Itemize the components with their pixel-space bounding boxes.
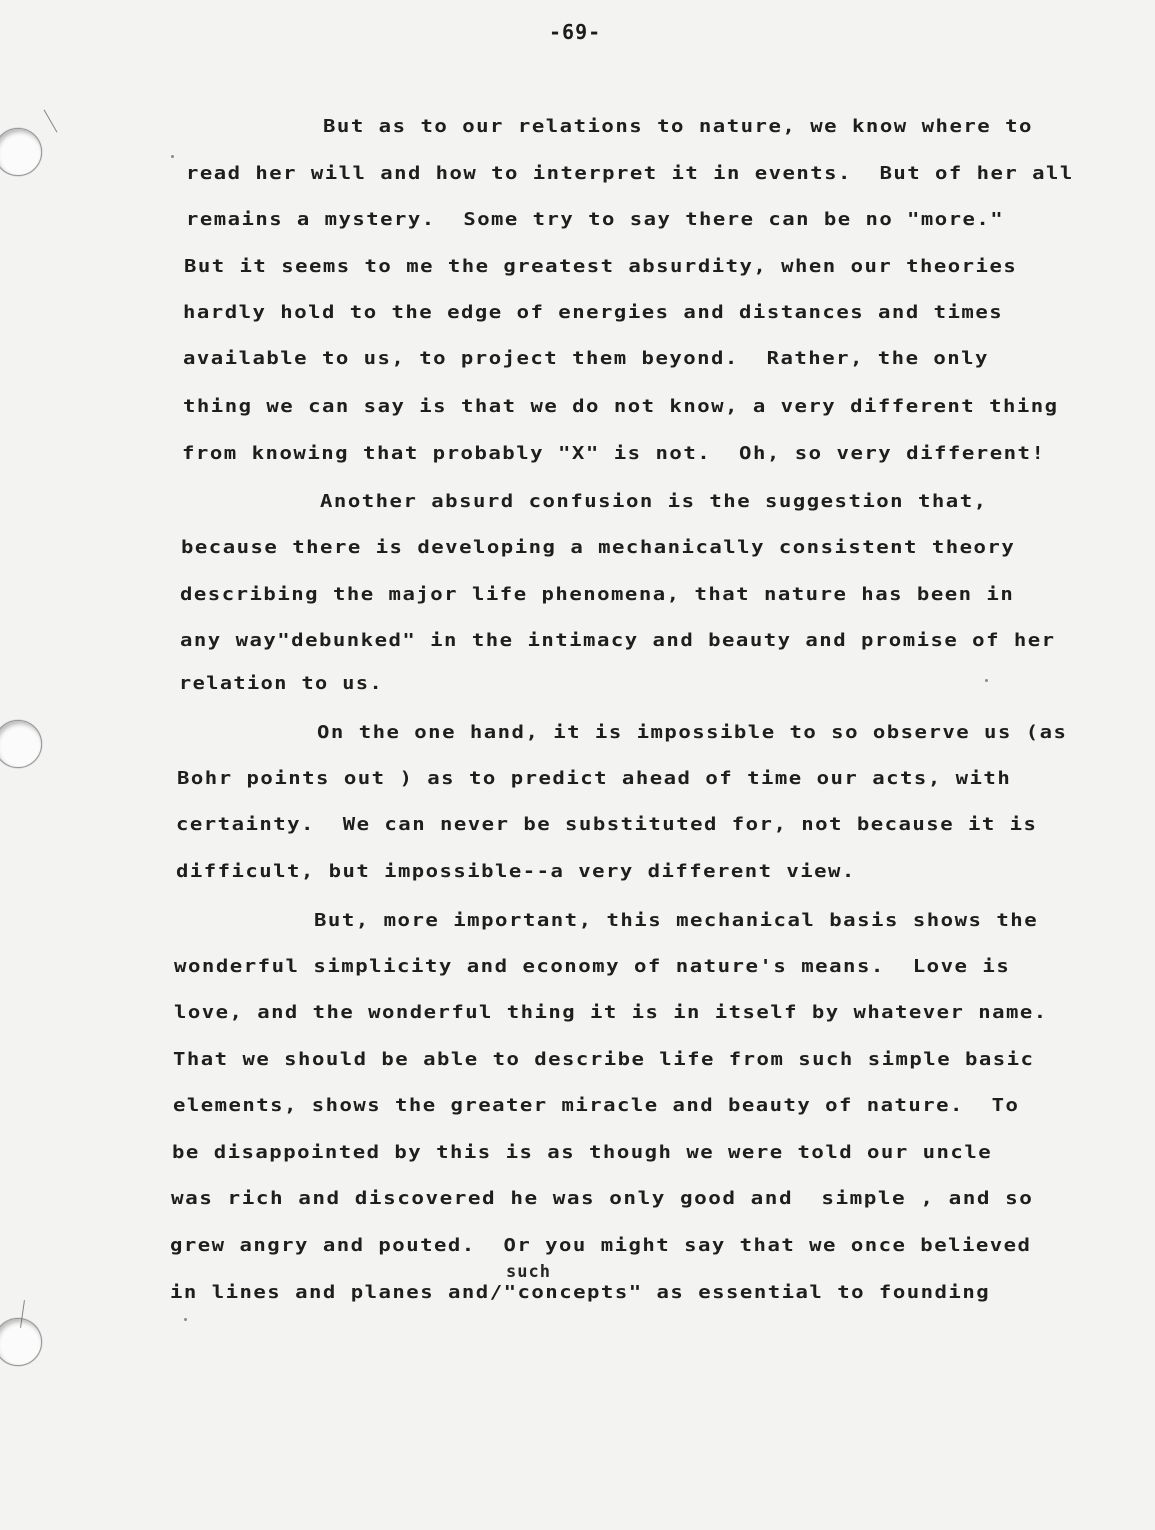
text-line: grew angry and pouted. Or you might say that we once believed xyxy=(170,1235,1032,1256)
pencil-mark xyxy=(44,109,58,132)
text-line: difficult, but impossible--a very different view. xyxy=(176,861,856,882)
text-line: But as to our relations to nature, we know where to xyxy=(323,116,1033,137)
text-line: Bohr points out ) as to predict ahead of time our acts, with xyxy=(177,768,1012,789)
text-line: any way"debunked" in the intimacy and beauty and promise of her xyxy=(180,630,1056,651)
text-line: was rich and discovered he was only good and simple , and so xyxy=(171,1188,1034,1209)
ink-speck xyxy=(171,155,174,158)
text-line: wonderful simplicity and economy of nature's means. Love is xyxy=(174,956,1011,977)
text-line: hardly hold to the edge of energies and distances and times xyxy=(183,302,1004,323)
text-line: relation to us. xyxy=(179,673,384,694)
text-line: read her will and how to interpret it in events. But of her all xyxy=(186,163,1074,184)
text-line: be disappointed by this is as though we were told our uncle xyxy=(172,1142,993,1163)
text-line: Another absurd confusion is the suggestion that, xyxy=(320,491,988,512)
text-line: certainty. We can never be substituted for, not because it is xyxy=(176,814,1038,835)
text-line: from knowing that probably "X" is not. Oh, so very different! xyxy=(182,443,1046,464)
handwritten-insertion: such xyxy=(506,1262,551,1282)
punch-hole-middle xyxy=(0,720,42,768)
text-line: elements, shows the greater miracle and beauty of nature. To xyxy=(173,1095,1020,1116)
punch-hole-top xyxy=(0,128,42,176)
text-line: remains a mystery. Some try to say there can be no "more." xyxy=(186,209,1005,230)
text-line: describing the major life phenomena, that nature has been in xyxy=(180,584,1015,605)
ink-speck xyxy=(184,1318,187,1321)
text-line: That we should be able to describe life from such simple basic xyxy=(173,1049,1035,1070)
page-number: -69- xyxy=(549,20,602,44)
text-line: love, and the wonderful thing it is in itself by whatever name. xyxy=(174,1002,1048,1023)
text-line: because there is developing a mechanically consistent theory xyxy=(181,537,1016,558)
text-line: But, more important, this mechanical basis shows the xyxy=(314,910,1039,931)
text-line: available to us, to project them beyond. Rather, the only xyxy=(183,348,989,369)
text-line: thing we can say is that we do not know, a very different thing xyxy=(183,396,1059,417)
text-line: But it seems to me the greatest absurdity, when our theories xyxy=(184,256,1018,277)
text-line: in lines and planes and/"concepts" as essential to founding xyxy=(170,1282,991,1303)
ink-speck xyxy=(985,679,988,682)
text-line: On the one hand, it is impossible to so observe us (as xyxy=(317,722,1068,743)
